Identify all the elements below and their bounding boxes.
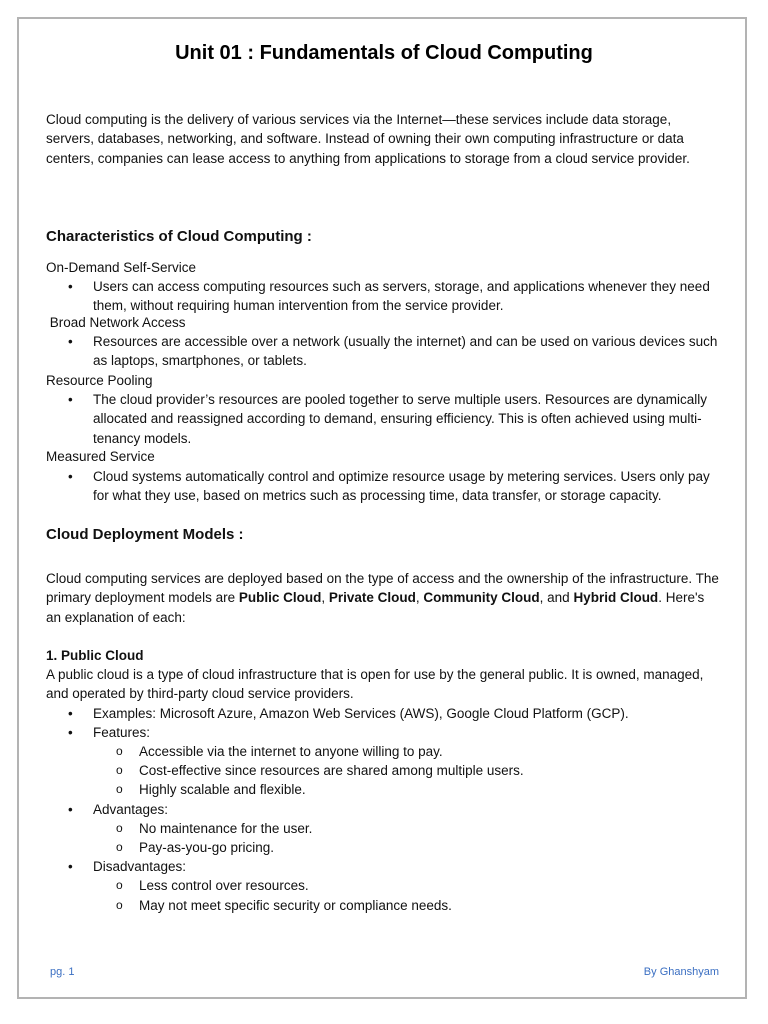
model-private: Private Cloud xyxy=(328,590,416,606)
bullet-icon: • xyxy=(68,706,73,721)
advantage-item xyxy=(46,819,722,838)
characteristic-text: Users can access computing resources such as servers, storage, and applications whenever they need them, without requiring human intervention from the service provider. xyxy=(93,279,710,314)
bullet-icon: • xyxy=(68,334,73,349)
advantage-text: No maintenance for the user. xyxy=(139,821,313,836)
circle-bullet-icon: o xyxy=(116,898,123,912)
deployment-intro-start: Cloud computing services are deployed based on the type of access and the ownership of the infrastructure. The primary deployment models are xyxy=(46,571,719,606)
feature-item xyxy=(46,761,722,780)
features-bullet xyxy=(46,723,722,742)
bullet-icon: • xyxy=(68,279,73,294)
circle-bullet-icon: o xyxy=(116,821,123,835)
advantages-bullet xyxy=(46,800,722,819)
deployment-intro-end: . Here's an explanation of each: xyxy=(46,590,705,625)
characteristic-text: The cloud provider’s resources are pooled together to serve multiple users. Resources are dynamically allocated and reassigned according to demand, ensuring efficiency. This is often achieved using multi-tenancy models. xyxy=(93,392,708,446)
bullet-icon: • xyxy=(68,725,73,740)
characteristic-bullet xyxy=(46,277,722,316)
feature-item xyxy=(46,742,722,761)
characteristic-text: Resources are accessible over a network (usually the internet) and can be used on various devices such as laptops, smartphones, or tablets. xyxy=(93,334,718,369)
characteristic-label: Broad Network Access xyxy=(46,315,186,330)
circle-bullet-icon: o xyxy=(116,840,123,854)
characteristic-bullet xyxy=(46,467,722,506)
page-title: Unit 01 : Fundamentals of Cloud Computing xyxy=(175,42,593,64)
feature-text: Cost-effective since resources are shared among multiple users. xyxy=(139,763,524,778)
model-community: Community Cloud xyxy=(423,590,540,606)
bullet-icon: • xyxy=(68,802,73,817)
author-credit: By Ghanshyam xyxy=(643,966,719,978)
characteristic-label: Measured Service xyxy=(46,449,155,464)
disadvantage-text: May not meet specific security or compliance needs. xyxy=(139,898,452,913)
circle-bullet-icon: o xyxy=(116,763,123,777)
separator: , xyxy=(321,590,329,606)
feature-text: Accessible via the internet to anyone willing to pay. xyxy=(139,744,443,759)
examples-bullet xyxy=(46,704,722,723)
public-cloud-heading: 1. Public Cloud xyxy=(46,648,144,663)
separator: , xyxy=(415,590,424,606)
characteristic-text: Cloud systems automatically control and optimize resource usage by metering services. Users only pay for what they use, based on metrics such as processing time, data transfer, or storage capacity. xyxy=(93,469,710,504)
advantages-label: Advantages: xyxy=(93,802,169,817)
circle-bullet-icon: o xyxy=(116,878,123,892)
characteristic-bullet xyxy=(46,390,722,448)
bullet-icon: • xyxy=(68,859,73,874)
characteristics-heading: Characteristics of Cloud Computing : xyxy=(46,228,312,245)
features-label: Features: xyxy=(93,725,151,740)
feature-item xyxy=(46,780,722,799)
model-hybrid: Hybrid Cloud xyxy=(573,590,659,606)
public-cloud-description: A public cloud is a type of cloud infrastructure that is open for use by the general public. It is owned, managed, and operated by third-party cloud service providers. xyxy=(46,667,704,702)
disadvantages-label: Disadvantages: xyxy=(93,859,187,874)
model-public: Public Cloud xyxy=(238,590,322,606)
bullet-icon: • xyxy=(68,469,73,484)
separator: , and xyxy=(539,590,574,606)
feature-text: Highly scalable and flexible. xyxy=(139,782,306,797)
page-number: pg. 1 xyxy=(50,966,75,978)
advantage-text: Pay-as-you-go pricing. xyxy=(139,840,275,855)
disadvantage-text: Less control over resources. xyxy=(139,878,309,893)
advantage-item xyxy=(46,838,722,857)
circle-bullet-icon: o xyxy=(116,744,123,758)
intro-paragraph: Cloud computing is the delivery of various services via the Internet—these services include data storage, servers, databases, networking, and software. Instead of owning their own computing infrastructure or data centers, companies can lease access to anything from applications to storage from a cloud service provider. xyxy=(46,112,690,166)
characteristic-label: Resource Pooling xyxy=(46,373,153,388)
disadvantage-item xyxy=(46,896,722,915)
circle-bullet-icon: o xyxy=(116,782,123,796)
disadvantage-item xyxy=(46,876,722,895)
examples-text: Examples: Microsoft Azure, Amazon Web Services (AWS), Google Cloud Platform (GCP). xyxy=(93,706,629,721)
deployment-heading: Cloud Deployment Models : xyxy=(46,526,244,543)
characteristic-label: On-Demand Self-Service xyxy=(46,260,197,275)
deployment-intro xyxy=(46,569,722,627)
disadvantages-bullet xyxy=(46,857,722,876)
characteristic-bullet xyxy=(46,332,722,371)
bullet-icon: • xyxy=(68,392,73,407)
